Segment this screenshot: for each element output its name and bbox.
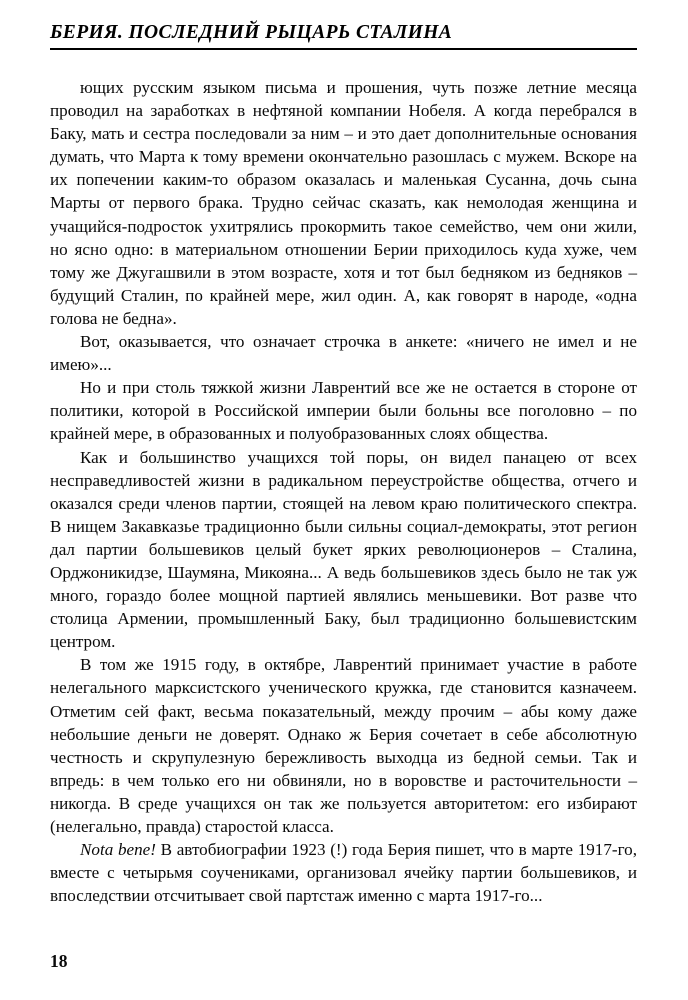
paragraph: Вот, оказывается, что означает строчка в анкете: «ничего не имел и не имею»... — [50, 332, 637, 375]
paragraph: В том же 1915 году, в октябре, Лаврентий принимает участие в работе нелегального марксистского ученического кружка, где становится казначеем. Отметим сей факт, весьма показательный, между прочим – абы кому даже небольшие деньги не доверят. Однако ж Берия сочетает в себе абсолютную честность и скрупулезную бережливость выходца из бедной семьи. Так и впредь: в чем только его ни обвиняли, но в воровстве и расточительности – никогда. В среде учащихся он так же пользуется авторитетом: его избирают (нелегально, правда) старостой класса. — [50, 655, 637, 836]
nota-bene-text: В автобиографии 1923 (!) года Берия пишет, что в марте 1917-го, вместе с четырьмя соучениками, организовал ячейку партии большевиков, и впоследствии отсчитывает свой партстаж именно с марта 1917-го... — [50, 840, 637, 906]
running-header — [50, 22, 637, 50]
paragraph: Как и большинство учащихся той поры, он видел панацею от всех несправедливостей жизни в радикальном переустройстве общества, отчего и оказался среди членов партии, стоящей на левом краю политического спектра. В нищем Закавказье традиционно были сильны социал-демократы, этот регион дал партии большевиков целый букет ярких революционеров – Сталина, Орджоникидзе, Шаумяна, Микояна... А ведь большевиков здесь было не так уж много, гораздо более мощной партией являлись меньшевики. Вот разве что столица Армении, промышленный Баку, был традиционно большевистским центром. — [50, 447, 637, 652]
header-rule — [50, 48, 637, 50]
nota-bene-emphasis: Nota bene! — [80, 840, 156, 860]
page-number: 18 — [50, 951, 68, 971]
paragraph: ющих русским языком письма и прошения, чуть позже летние месяца проводил на заработках в нефтяной компании Нобеля. А когда перебрался в Баку, мать и сестра последовали за ним – и это дает дополнительные основания думать, что Марта к тому времени окончательно разошлась с мужем. Вскоре на их попечении каким-то образом оказалась и маленькая Сусанна, дочь сына Марты от первого брака. Трудно сейчас сказать, как немолодая женщина и учащийся-подросток ухитрялись прокормить такое семейство, чем они жили, но ясно одно: в материальном отношении Берии приходилось куда хуже, чем тому же Джугашвили в этом возрасте, хотя и тот был бедняком из бедняков – будущий Сталин, по крайней мере, жил один. А, как говорят в народе, «одна голова не бедна». — [50, 78, 637, 328]
body-text-column — [50, 76, 637, 907]
paragraph: Но и при столь тяжкой жизни Лаврентий все же не остается в стороне от политики, которой в Российской империи были больны все поголовно – по крайней мере, в образованных и полуобразованных слоях общества. — [50, 378, 637, 444]
running-header-title: БЕРИЯ. ПОСЛЕДНИЙ РЫЦАРЬ СТАЛИНА — [50, 22, 453, 43]
paragraph-nota-bene — [50, 838, 637, 907]
